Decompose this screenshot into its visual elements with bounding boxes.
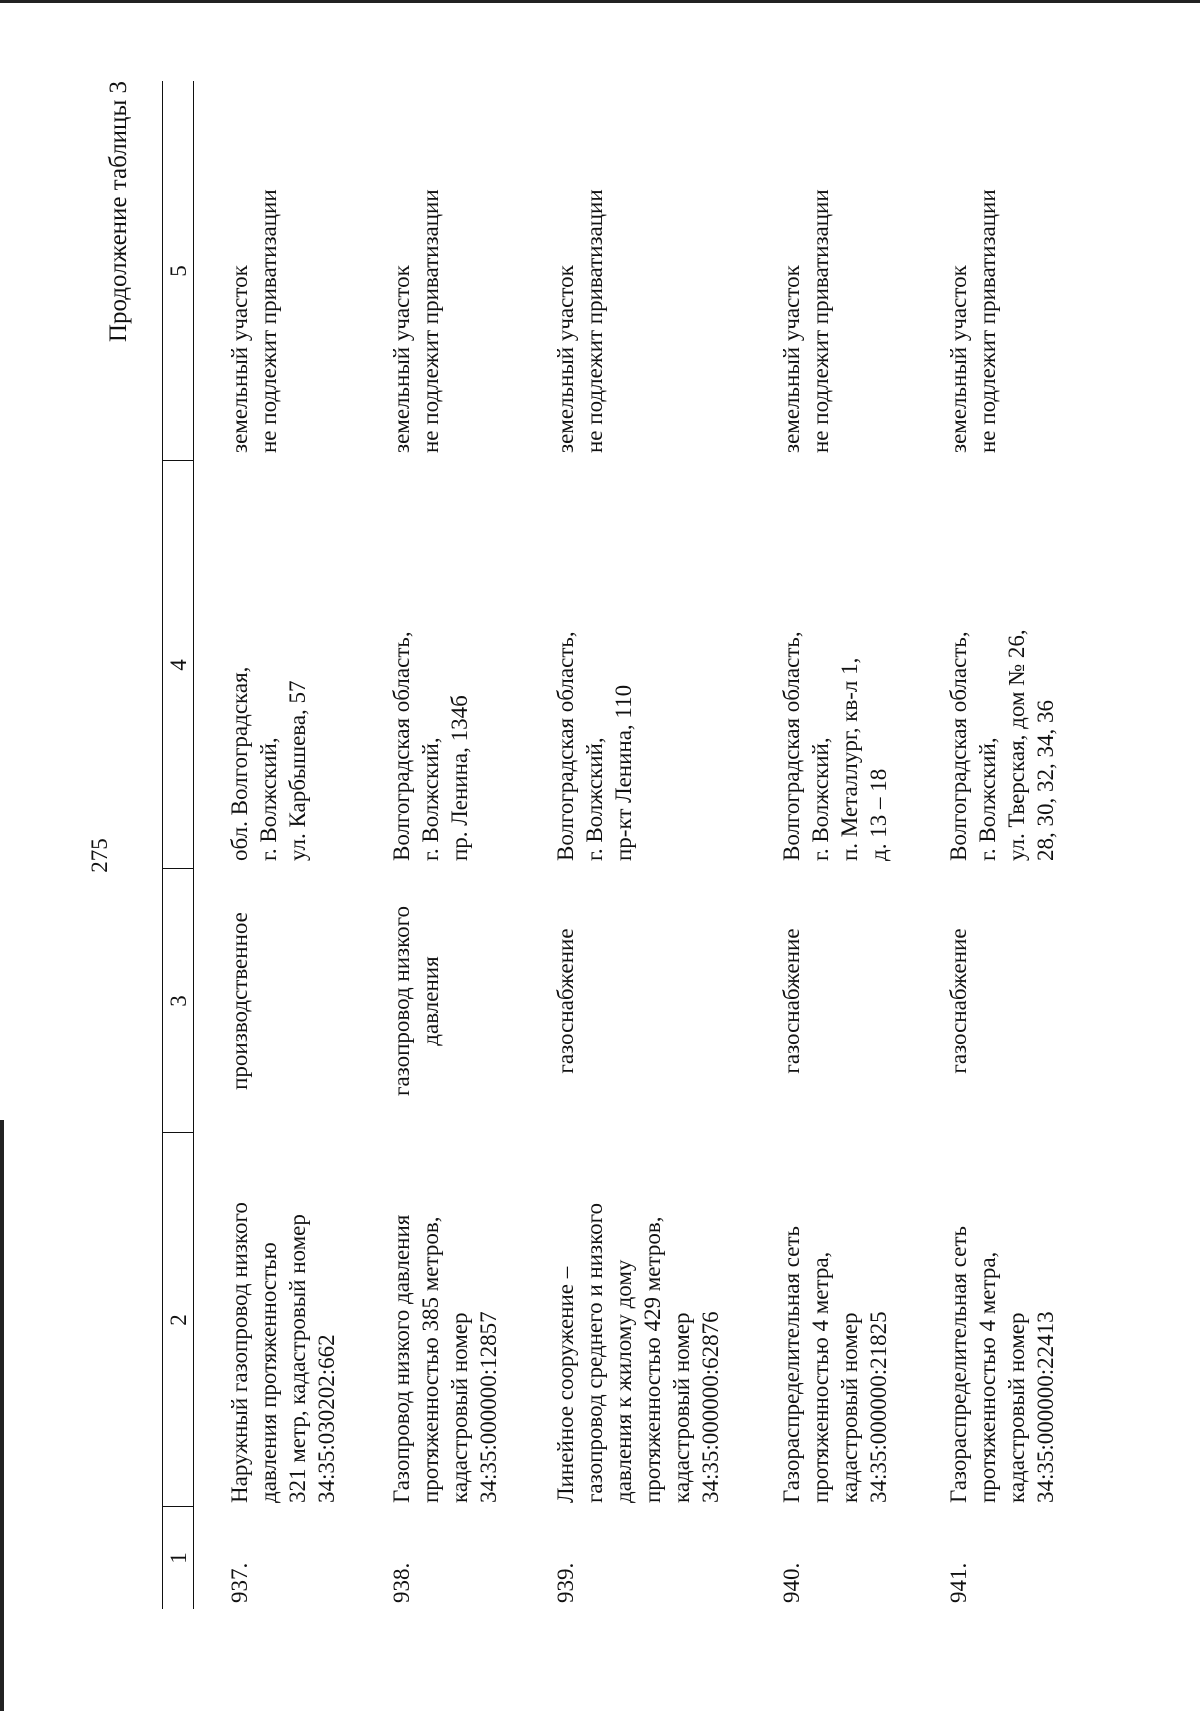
- row-number: 940.: [779, 1562, 804, 1603]
- page-number: 275: [87, 838, 112, 873]
- column-number-2: 2: [166, 1314, 191, 1326]
- table-top-border: [162, 81, 163, 1609]
- object-purpose: газопровод низкого давления: [389, 906, 443, 1096]
- row-number: 939.: [553, 1562, 578, 1603]
- object-note: земельный участок не подлежит приватизации: [227, 189, 281, 453]
- column-number-4: 4: [166, 659, 191, 671]
- object-address: Волгоградская область, г. Волжский, пр-кт Ленина, 110: [553, 631, 636, 861]
- object-address: обл. Волгоградская, г. Волжский, ул. Карбышева, 57: [227, 666, 310, 861]
- object-name: Линейное сооружение – газопровод среднего и низкого давления к жилому дому протяженностью 429 метров, кадастровый номер 34:35:000000:62876: [553, 1203, 723, 1503]
- object-address: Волгоградская область, г. Волжский, ул. Тверская, дом № 26, 28, 30, 32, 34, 36: [946, 629, 1058, 861]
- object-name: Газопровод низкого давления протяженностью 385 метров, кадастровый номер 34:35:000000:12857: [389, 1214, 501, 1503]
- object-note: земельный участок не подлежит приватизации: [389, 189, 443, 453]
- object-purpose: газоснабжение: [946, 928, 971, 1074]
- row-number: 938.: [389, 1562, 414, 1603]
- column-number-5: 5: [166, 265, 191, 277]
- object-address: Волгоградская область, г. Волжский, п. Металлург, кв-л 1, д. 13 – 18: [779, 631, 891, 861]
- object-purpose: газоснабжение: [553, 928, 578, 1074]
- object-note: земельный участок не подлежит приватизации: [553, 189, 607, 453]
- table-continuation-label: Продолжение таблицы 3: [105, 81, 132, 343]
- object-purpose: производственное: [227, 912, 252, 1090]
- object-purpose: газоснабжение: [779, 928, 804, 1074]
- object-name: Газораспределительная сеть протяженностью 4 метра, кадастровый номер 34:35:000000:21825: [779, 1225, 891, 1503]
- object-name: Газораспределительная сеть протяженностью 4 метра, кадастровый номер 34:35:000000:22413: [946, 1225, 1058, 1503]
- object-address: Волгоградская область, г. Волжский, пр. Ленина, 134б: [389, 631, 472, 861]
- object-name: Наружный газопровод низкого давления протяженностью 321 метр, кадастровый номер 34:35:030202:662: [227, 1202, 339, 1503]
- row-number: 937.: [227, 1562, 252, 1603]
- object-note: земельный участок не подлежит приватизации: [779, 189, 833, 453]
- object-note: земельный участок не подлежит приватизации: [946, 189, 1000, 453]
- row-number: 941.: [946, 1562, 971, 1603]
- column-number-3: 3: [166, 995, 191, 1007]
- column-number-1: 1: [166, 1552, 191, 1564]
